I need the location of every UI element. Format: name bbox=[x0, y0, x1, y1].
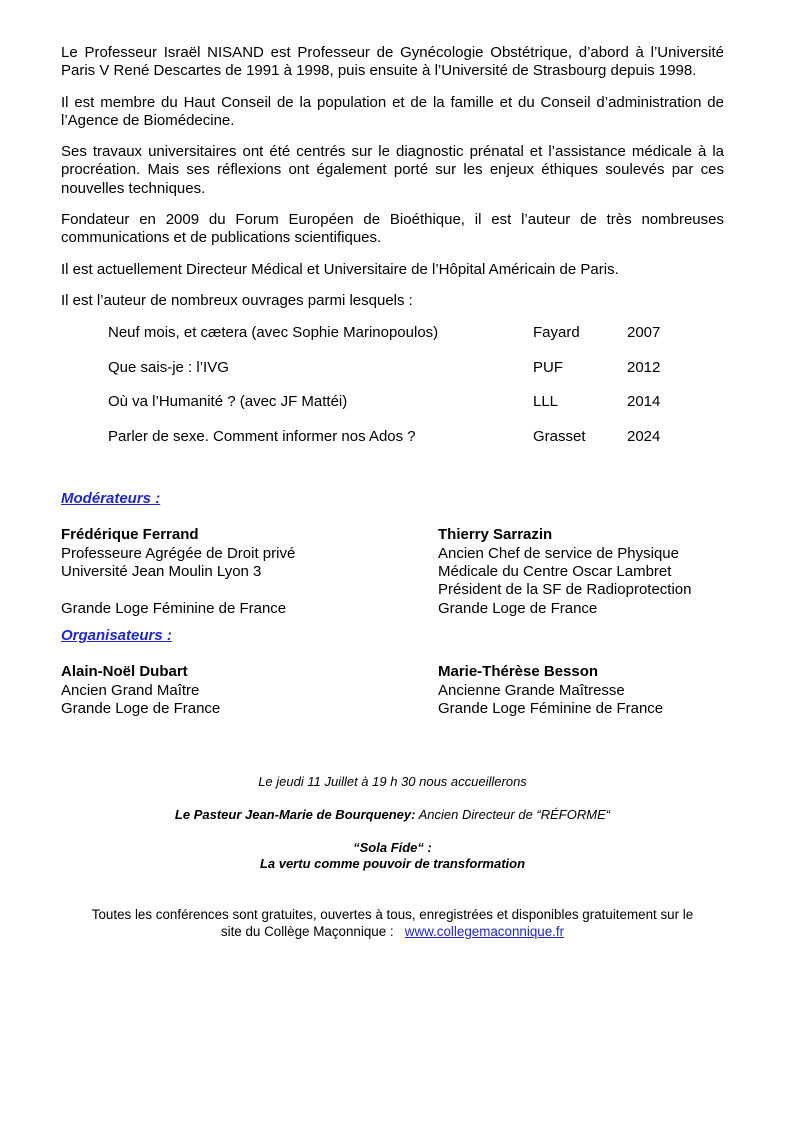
organizer-lodge: Grande Loge Féminine de France bbox=[438, 700, 664, 718]
speaker-name: Le Pasteur Jean-Marie de Bourqueney: bbox=[174, 806, 416, 822]
footer-line-1: Toutes les conférences sont gratuites, ouvertes à tous, enregistrées et disponibles gratuitement sur le bbox=[91, 906, 694, 922]
college-website-link[interactable]: www.collegemaconnique.fr bbox=[404, 923, 565, 939]
book-publisher: PUF bbox=[533, 358, 563, 376]
moderator-affiliation: Médicale du Centre Oscar Lambret bbox=[438, 563, 672, 581]
moderator-lodge: Grande Loge Féminine de France bbox=[61, 599, 287, 617]
event-intro: Le jeudi 11 Juillet à 19 h 30 nous accueillerons bbox=[258, 773, 527, 789]
document-page bbox=[61, 44, 724, 940]
moderator-title: Professeure Agrégée de Droit privé bbox=[61, 544, 296, 562]
book-publisher: LLL bbox=[533, 393, 559, 411]
book-row bbox=[108, 324, 724, 359]
organizers-heading: Organisateurs : bbox=[61, 627, 172, 645]
bio-paragraph-1: Le Professeur Israël NISAND est Professeur de Gynécologie Obstétrique, d’abord à l’Université Paris V René Descartes de 1991 à 1998, puis ensuite à l’Université de Strasbourg depuis 1998. bbox=[61, 44, 724, 80]
organizer-title: Ancien Grand Maître bbox=[61, 681, 200, 699]
moderator-role: Président de la SF de Radioprotection bbox=[438, 581, 692, 599]
organizer-name: Alain-Noël Dubart bbox=[61, 663, 188, 681]
moderator-affiliation: Université Jean Moulin Lyon 3 bbox=[61, 563, 262, 581]
footer-site-label: site du Collège Maçonnique : bbox=[220, 923, 394, 939]
books-intro: Il est l’auteur de nombreux ouvrages parmi lesquels : bbox=[61, 291, 413, 309]
book-publisher: Fayard bbox=[533, 324, 580, 342]
moderator-name: Thierry Sarrazin bbox=[438, 526, 553, 544]
moderator-left bbox=[61, 526, 438, 618]
books-list bbox=[108, 324, 724, 462]
footer-note bbox=[61, 906, 724, 940]
organizer-title: Ancienne Grande Maîtresse bbox=[438, 681, 625, 699]
book-title: Où va l’Humanité ? (avec JF Mattéi) bbox=[108, 393, 348, 411]
talk-subtitle: La vertu comme pouvoir de transformation bbox=[259, 855, 526, 871]
book-title: Neuf mois, et cætera (avec Sophie Marinopoulos) bbox=[108, 324, 439, 342]
moderator-title: Ancien Chef de service de Physique bbox=[438, 544, 679, 562]
talk-title: “Sola Fide“ : bbox=[353, 839, 432, 855]
book-title: Que sais-je : l’IVG bbox=[108, 358, 229, 376]
book-year: 2014 bbox=[627, 393, 661, 411]
bio-paragraph-4: Fondateur en 2009 du Forum Européen de Bioéthique, il est l’auteur de très nombreuses communications et de publications scientifiques. bbox=[61, 211, 724, 247]
organizer-lodge: Grande Loge de France bbox=[61, 700, 221, 718]
organizer-name: Marie-Thérèse Besson bbox=[438, 663, 599, 681]
book-publisher: Grasset bbox=[533, 427, 586, 445]
footer-line-2 bbox=[61, 923, 724, 940]
book-row bbox=[108, 428, 724, 463]
book-year: 2007 bbox=[627, 324, 661, 342]
speaker-role: Ancien Directeur de “RÉFORME“ bbox=[418, 806, 611, 822]
organizer-right bbox=[438, 663, 724, 718]
bio-paragraph-3: Ses travaux universitaires ont été centrés sur le diagnostic prénatal et l’assistance médicale à la procréation. Mais ses réflexions ont également porté sur les enjeux éthiques soulevés par ces nouvelles techniques. bbox=[61, 143, 724, 197]
organizers-block bbox=[61, 663, 724, 718]
book-year: 2012 bbox=[627, 358, 661, 376]
book-row bbox=[108, 359, 724, 394]
moderators-block bbox=[61, 526, 724, 618]
moderator-lodge: Grande Loge de France bbox=[438, 599, 598, 617]
bio-paragraph-2: Il est membre du Haut Conseil de la population et de la famille et du Conseil d’administration de l’Agence de Biomédecine. bbox=[61, 93, 724, 129]
book-year: 2024 bbox=[627, 427, 661, 445]
speaker-line bbox=[61, 807, 724, 823]
book-row bbox=[108, 393, 724, 428]
moderator-right bbox=[438, 526, 724, 618]
bio-paragraph-5: Il est actuellement Directeur Médical et Universitaire de l’Hôpital Américain de Paris. bbox=[61, 260, 619, 278]
moderators-heading: Modérateurs : bbox=[61, 490, 161, 508]
book-title: Parler de sexe. Comment informer nos Ados ? bbox=[108, 427, 416, 445]
organizer-left bbox=[61, 663, 438, 718]
moderator-name: Frédérique Ferrand bbox=[61, 526, 199, 544]
